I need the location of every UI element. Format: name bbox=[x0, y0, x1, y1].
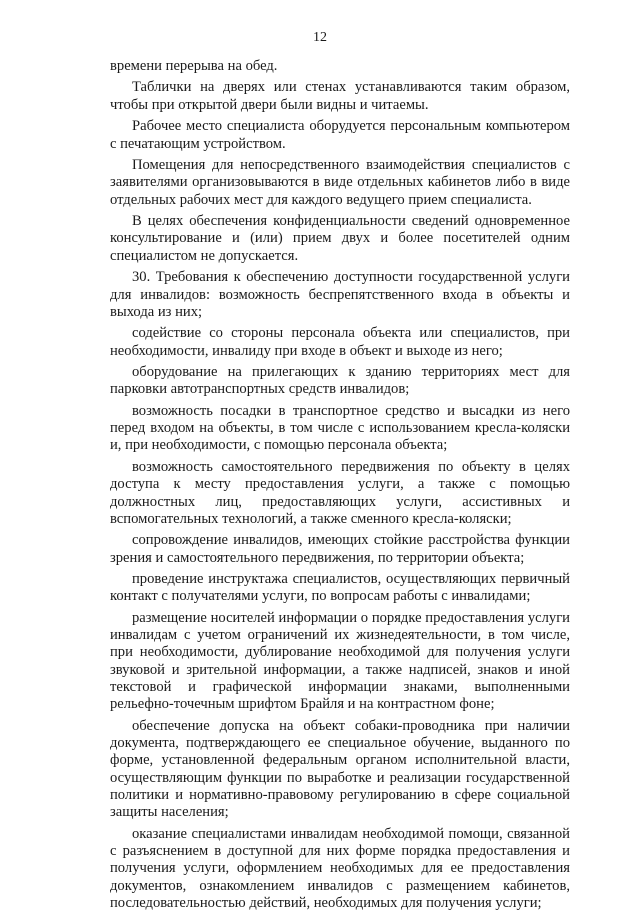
paragraph: проведение инструктажа специалистов, осуществляющих первичный контакт с получателями услуги, по вопросам работы с инвалидами; bbox=[110, 571, 570, 605]
paragraph: возможность самостоятельного передвижения по объекту в целях доступа к месту предоставления услуги, а также с помощью должностных лиц, предоставляющих услуги, ассистивных и вспомогательных технологий, а также сменного кресла-коляски; bbox=[110, 458, 570, 527]
paragraph: Рабочее место специалиста оборудуется персональным компьютером с печатающим устройством. bbox=[110, 118, 570, 152]
paragraph: содействие со стороны персонала объекта или специалистов, при необходимости, инвалиду при входе в объект и выходе из него; bbox=[110, 325, 570, 359]
paragraph: В целях обеспечения конфиденциальности сведений одновременное консультирование и (или) прием двух и более посетителей одним специалистом не допускается. bbox=[110, 213, 570, 264]
page-number: 12 bbox=[313, 30, 327, 45]
paragraph: размещение носителей информации о порядке предоставления услуги инвалидам с учетом ограничений их жизнедеятельности, в том числе, при необходимости, дублирование необходимой для получения услуги звуковой и зрительной информации, а также надписей, знаков и иной текстовой и графической информации знаками, выполненными рельефно-точечным шрифтом Брайля и на контрастном фоне; bbox=[110, 609, 570, 713]
paragraph: Таблички на дверях или стенах устанавливаются таким образом, чтобы при открытой двери были видны и читаемы. bbox=[110, 79, 570, 113]
paragraph: оказание специалистами инвалидам необходимой помощи, связанной с разъяснением в доступной для них форме порядка предоставления и получения услуги, оформлением необходимых для ее предоставления документов, ознакомлением инвалидов с размещением кабинетов, последовательностью действий, необходимых для получения услуги; bbox=[110, 825, 570, 911]
paragraph: возможность посадки в транспортное средство и высадки из него перед входом на объекты, в том числе с использованием кресла-коляски и, при необходимости, с помощью персонала объекта; bbox=[110, 402, 570, 454]
paragraph: сопровождение инвалидов, имеющих стойкие расстройства функции зрения и самостоятельного передвижения, по территории объекта; bbox=[110, 532, 570, 566]
paragraph: Помещения для непосредственного взаимодействия специалистов с заявителями организовываются в виде отдельных кабинетов либо в виде отдельных рабочих мест для каждого ведущего прием специалиста. bbox=[110, 157, 570, 208]
paragraph: оборудование на прилегающих к зданию территориях мест для парковки автотранспортных средств инвалидов; bbox=[110, 364, 570, 398]
paragraph: времени перерыва на обед. bbox=[110, 58, 278, 74]
document-body bbox=[110, 58, 570, 916]
paragraph: 30. Требования к обеспечению доступности государственной услуги для инвалидов: возможность беспрепятственного входа в объекты и выхода из них; bbox=[110, 269, 570, 320]
paragraph: обеспечение допуска на объект собаки-проводника при наличии документа, подтверждающего ее специальное обучение, выданного по форме, установленной федеральным органом исполнительной власти, осуществляющим функции по выработке и реализации государственной политики и нормативно-правовому регулированию в сфере социальной защиты населения; bbox=[110, 717, 570, 821]
